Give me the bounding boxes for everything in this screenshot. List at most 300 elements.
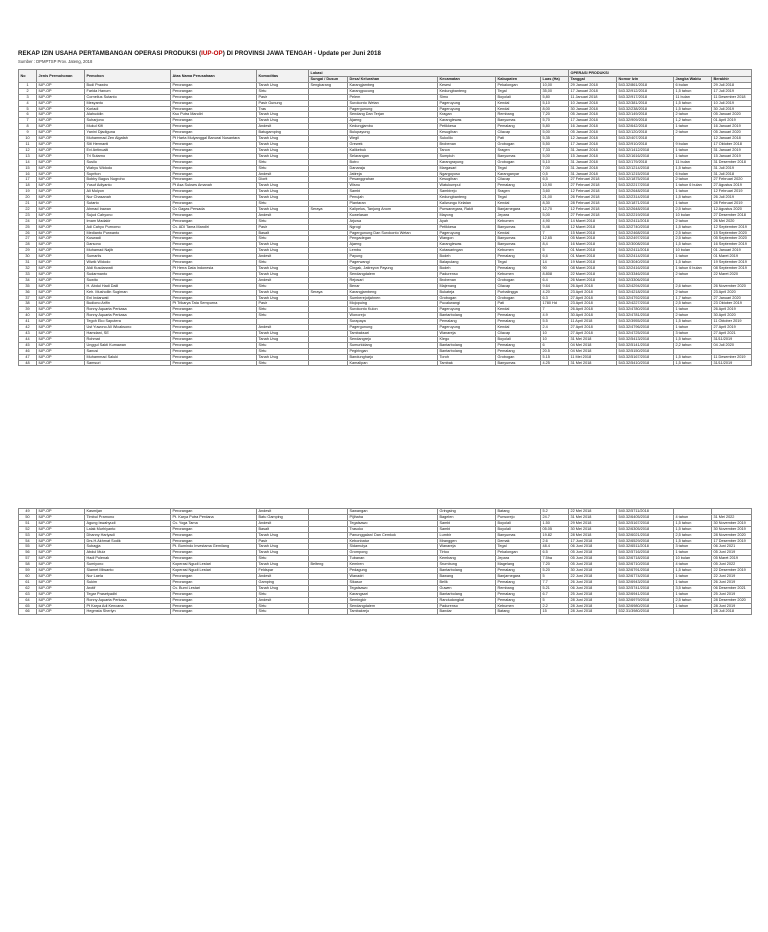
cell-no: 63 bbox=[19, 591, 37, 597]
header-komoditas: Komoditas bbox=[257, 70, 309, 83]
cell-berakhir: 26 Juni 2019 bbox=[712, 579, 752, 585]
cell-kecamatan: Pageruyung bbox=[438, 100, 496, 106]
cell-komoditas: Tanah Urug bbox=[257, 189, 309, 195]
cell-atas-nama: Perorangan bbox=[171, 330, 257, 336]
cell-no: 51 bbox=[19, 520, 37, 526]
title-suffix: ) DI PROVINSI JAWA TENGAH - Update per Juni 2018 bbox=[222, 50, 381, 57]
cell-nomor: 543.32/910/2018 bbox=[617, 141, 674, 147]
cell-pemohon: Darsono bbox=[85, 242, 171, 248]
cell-atas-nama: Perorangan bbox=[171, 319, 257, 325]
cell-nomor: 543.32/642/2018 bbox=[617, 124, 674, 130]
cell-jangka: 1 tahun bbox=[674, 153, 712, 159]
cell-komoditas: Tanah Urug bbox=[257, 118, 309, 124]
cell-atas-nama: Perorangan bbox=[171, 195, 257, 201]
cell-komoditas: Sirtu bbox=[257, 313, 309, 319]
cell-no: 47 bbox=[19, 354, 37, 360]
cell-luas: 6 bbox=[541, 342, 569, 348]
cell-nomor: 543.32/3346/2018 bbox=[617, 271, 674, 277]
cell-nomor: 543.32/2414/2018 bbox=[617, 254, 674, 260]
cell-jenis: IUP-OP bbox=[37, 88, 85, 94]
cell-berakhir: 06 Desember 2021 bbox=[712, 585, 752, 591]
cell-pemohon: Supriton bbox=[85, 171, 171, 177]
cell-tanggal: 05 Januari 2018 bbox=[569, 112, 617, 118]
cell-jangka: 2 tahun bbox=[674, 271, 712, 277]
cell-tanggal: 26 Maret 2018 bbox=[569, 277, 617, 283]
cell-jangka: 1,5 tahun bbox=[674, 224, 712, 230]
cell-no: 1 bbox=[19, 82, 37, 88]
cell-berakhir: 23 April 2020 bbox=[712, 289, 752, 295]
cell-luas: 5.5 bbox=[541, 319, 569, 325]
cell-luas: 10,90 bbox=[541, 183, 569, 189]
cell-atas-nama: Perorangan bbox=[171, 242, 257, 248]
cell-komoditas: Sirtu bbox=[257, 342, 309, 348]
cell-kecamatan: Ngargoyoso bbox=[438, 171, 496, 177]
cell-luas: 4.20 bbox=[541, 289, 569, 295]
cell-no: 22 bbox=[19, 206, 37, 212]
cell-jenis: IUP-OP bbox=[37, 573, 85, 579]
cell-kabupaten: Jepara bbox=[496, 556, 541, 562]
cell-jenis: IUP-OP bbox=[37, 177, 85, 183]
cell-berakhir: 12 Agustus 2020 bbox=[712, 206, 752, 212]
cell-kabupaten: Banyumas bbox=[496, 532, 541, 538]
cell-kabupaten: Cilacap bbox=[496, 177, 541, 183]
cell-berakhir: 31/11/2019 bbox=[712, 336, 752, 342]
cell-no: 56 bbox=[19, 550, 37, 556]
cell-jenis: IUP-OP bbox=[37, 230, 85, 236]
cell-no: 58 bbox=[19, 562, 37, 568]
cell-tanggal: 15 Januari 2018 bbox=[569, 153, 617, 159]
cell-desa: Pagergunung bbox=[348, 106, 438, 112]
cell-kabupaten: Kendal bbox=[496, 100, 541, 106]
cell-berakhir: 01 April 2019 bbox=[712, 118, 752, 124]
cell-jangka: 1 tahun bbox=[674, 189, 712, 195]
header-desa: Desa/ Kelurahan bbox=[348, 77, 438, 83]
cell-atas-nama: Perorangan bbox=[171, 118, 257, 124]
cell-jenis: IUP-OP bbox=[37, 82, 85, 88]
cell-kabupaten: Kebumen bbox=[496, 271, 541, 277]
cell-tanggal: 17 Januari 2018 bbox=[569, 118, 617, 124]
cell-luas: 7,00 bbox=[541, 165, 569, 171]
cell-desa: Plantaran bbox=[348, 201, 438, 207]
cell-komoditas: Tanah Urug bbox=[257, 330, 309, 336]
cell-nomor: 540.32/6791/2018 bbox=[617, 568, 674, 574]
cell-komoditas: Pasir bbox=[257, 224, 309, 230]
cell-jangka: 1,5 tahun bbox=[674, 568, 712, 574]
cell-tanggal: 29 Januari 2018 bbox=[569, 82, 617, 88]
cell-kecamatan: Brobenan bbox=[438, 141, 496, 147]
cell-tanggal: 04 Mei 2018 bbox=[569, 348, 617, 354]
cell-desa: Pagergunung Dan Surokonto Wetan bbox=[348, 230, 438, 236]
cell-no: 3 bbox=[19, 94, 37, 100]
cell-kecamatan: Toroh bbox=[438, 354, 496, 360]
cell-jenis: IUP-OP bbox=[37, 336, 85, 342]
cell-berakhir: 04 Juli 2020 bbox=[712, 342, 752, 348]
cell-atas-nama: Perorangan bbox=[171, 212, 257, 218]
cell-komoditas: Tanah Urug bbox=[257, 242, 309, 248]
cell-luas: 14 bbox=[541, 260, 569, 266]
cell-komoditas: Andesit bbox=[257, 573, 309, 579]
cell-tanggal: 15 Maret 2018 bbox=[569, 230, 617, 236]
cell-desa: Tambakrejo bbox=[348, 609, 438, 615]
cell-pemohon: Hamdani, SE bbox=[85, 330, 171, 336]
cell-nomor: 543.32/4796/2018 bbox=[617, 325, 674, 331]
cell-luas: 7 bbox=[541, 230, 569, 236]
cell-jenis: IUP-OP bbox=[37, 212, 85, 218]
cell-no: 18 bbox=[19, 183, 37, 189]
cell-pemohon: Unggul Sakti Kumawan bbox=[85, 342, 171, 348]
cell-tanggal: 11 Mei 2018 bbox=[569, 354, 617, 360]
cell-kabupaten: Boyolali bbox=[496, 526, 541, 532]
cell-komoditas: Gamping bbox=[257, 579, 309, 585]
cell-komoditas: Sirtu bbox=[257, 556, 309, 562]
header-no: No bbox=[19, 70, 37, 83]
cell-tanggal: 27 April 2018 bbox=[569, 325, 617, 331]
cell-pemohon: Nur Chasanah bbox=[85, 195, 171, 201]
cell-desa: Pengadegan bbox=[348, 236, 438, 242]
cell-kabupaten: Boyolali bbox=[496, 94, 541, 100]
cell-tanggal: 30 Juni 2018 bbox=[569, 568, 617, 574]
cell-komoditas: Sirtu bbox=[257, 159, 309, 165]
cell-berakhir: 05 Januari 2020 bbox=[712, 112, 752, 118]
cell-berakhir: 17 Juli 2019 bbox=[712, 88, 752, 94]
cell-atas-nama: Perorangan bbox=[171, 573, 257, 579]
cell-jangka: 3,5 tahun bbox=[674, 585, 712, 591]
cell-sungai: Belteng bbox=[309, 562, 348, 568]
cell-komoditas: Tanah Urug bbox=[257, 153, 309, 159]
cell-atas-nama: Perorangan bbox=[171, 307, 257, 313]
cell-kecamatan: Padurenso bbox=[438, 603, 496, 609]
cell-kabupaten: Grobogan bbox=[496, 354, 541, 360]
cell-nomor: 543.32/3955/2018 bbox=[617, 319, 674, 325]
cell-pemohon: Hegmsta Sherlyn bbox=[85, 609, 171, 615]
cell-jenis: IUP-OP bbox=[37, 277, 85, 283]
cell-komoditas: Andesit bbox=[257, 325, 309, 331]
cell-pemohon: Suwito bbox=[85, 277, 171, 283]
cell-pemohon: Subagja bbox=[85, 544, 171, 550]
cell-tanggal: 26 April 2018 bbox=[569, 283, 617, 289]
cell-komoditas: Diorit bbox=[257, 177, 309, 183]
cell-tanggal: 01 Maret 2018 bbox=[569, 248, 617, 254]
cell-luas: 7 bbox=[541, 307, 569, 313]
cell-pemohon: Wiwik Widodo bbox=[85, 260, 171, 266]
cell-pemohon: Ali Mulyon bbox=[85, 189, 171, 195]
cell-pemohon: Kasmijan bbox=[85, 509, 171, 515]
cell-nomor: 540.32/6021/2018 bbox=[617, 532, 674, 538]
cell-no: 57 bbox=[19, 556, 37, 562]
cell-luas: 7.7 bbox=[541, 579, 569, 585]
cell-nomor: 540.32/6943/2018 bbox=[617, 579, 674, 585]
cell-tanggal: 31 Mei 2018 bbox=[569, 360, 617, 366]
cell-kabupaten: Pekalongan bbox=[496, 82, 541, 88]
cell-berakhir: 27 Desember 2018 bbox=[712, 212, 752, 218]
cell-berakhir: 16 September 2019 bbox=[712, 242, 752, 248]
cell-nomor: 540.32/6511/2018 bbox=[617, 544, 674, 550]
cell-desa: Pelem bbox=[348, 94, 438, 100]
cell-berakhir: 28 Juni 2019 bbox=[712, 603, 752, 609]
cell-tanggal: 10 Januari 2018 bbox=[569, 100, 617, 106]
cell-atas-nama: Perorangan bbox=[171, 556, 257, 562]
cell-atas-nama: Perorangan bbox=[171, 177, 257, 183]
cell-komoditas: Andesit bbox=[257, 520, 309, 526]
cell-no: 44 bbox=[19, 336, 37, 342]
cell-jangka: 2,5 tahun bbox=[674, 236, 712, 242]
cell-nomor: 543.32/4725/2018 bbox=[617, 330, 674, 336]
cell-kecamatan: Gringsing bbox=[438, 509, 496, 515]
cell-berakhir: 30 November 2019 bbox=[712, 526, 752, 532]
cell-nomor: 543.32/120/2018 bbox=[617, 130, 674, 136]
cell-jangka bbox=[674, 609, 712, 615]
cell-tanggal: 28 Mei 2018 bbox=[569, 532, 617, 538]
cell-kabupaten: Pekalongan bbox=[496, 550, 541, 556]
cell-pemohon: Bobby Bagus Nugroho bbox=[85, 177, 171, 183]
cell-pemohon: Sanusi bbox=[85, 348, 171, 354]
cell-tanggal: 31 Mei 2018 bbox=[569, 514, 617, 520]
cell-jangka: 1,5 tahun bbox=[674, 165, 712, 171]
cell-nomor: 543.32/3040/2018 bbox=[617, 260, 674, 266]
cell-desa: Rejosari bbox=[348, 277, 438, 283]
cell-berakhir: 05 Januari 2020 bbox=[712, 130, 752, 136]
cell-kabupaten: Grobogan bbox=[496, 295, 541, 301]
cell-luas: 35,00 bbox=[541, 88, 569, 94]
cell-komoditas: Andesit bbox=[257, 212, 309, 218]
cell-atas-nama: Perorangan bbox=[171, 360, 257, 366]
cell-kabupaten: Pemalang bbox=[496, 266, 541, 272]
cell-jangka: 1,5 tahun bbox=[674, 336, 712, 342]
cell-komoditas: Sirtu bbox=[257, 88, 309, 94]
cell-kabupaten: Kebumen bbox=[496, 218, 541, 224]
cell-berakhir: 26 Juli 2019 bbox=[712, 195, 752, 201]
cell-kabupaten: Banyumas bbox=[496, 224, 541, 230]
cell-berakhir: 30 Juli 2019 bbox=[712, 106, 752, 112]
cell-berakhir: 15 September 2020 bbox=[712, 230, 752, 236]
cell-komoditas: Feldspar bbox=[257, 568, 309, 574]
cell-kabupaten: Pemalang bbox=[496, 579, 541, 585]
cell-luas: 8.808 bbox=[541, 271, 569, 277]
cell-jenis: IUP-OP bbox=[37, 526, 85, 532]
cell-luas: 20.5 bbox=[541, 348, 569, 354]
cell-pemohon: H. Abdul Hadi Dalil bbox=[85, 283, 171, 289]
cell-kabupaten: Tegal bbox=[496, 544, 541, 550]
cell-berakhir: 12 September 2019 bbox=[712, 224, 752, 230]
cell-jangka: 10 bulan bbox=[674, 556, 712, 562]
cell-no: 52 bbox=[19, 526, 37, 532]
cell-atas-nama: Pt Trikarya Tata Sempurna bbox=[171, 301, 257, 307]
cell-kabupaten: Banyumas bbox=[496, 153, 541, 159]
cell-no: 35 bbox=[19, 283, 37, 289]
cell-berakhir: 31 Januari 2019 bbox=[712, 147, 752, 153]
cell-komoditas: Sirtu bbox=[257, 283, 309, 289]
cell-komoditas: Tanah Urug bbox=[257, 532, 309, 538]
cell-tanggal: 28 Juni 2018 bbox=[569, 603, 617, 609]
cell-desa: Tubanan bbox=[348, 556, 438, 562]
cell-jenis: IUP-OP bbox=[37, 189, 85, 195]
cell-komoditas: Sirtu bbox=[257, 360, 309, 366]
cell-jenis: IUP-OP bbox=[37, 106, 85, 112]
cell-atas-nama: Perorangan bbox=[171, 603, 257, 609]
cell-jangka: 4 tahun bbox=[674, 514, 712, 520]
cell-no: 28 bbox=[19, 242, 37, 248]
cell-berakhir: 10 Juli 2019 bbox=[712, 100, 752, 106]
cell-jangka: 1 tahun bbox=[674, 550, 712, 556]
cell-kecamatan: Belik bbox=[438, 579, 496, 585]
cell-jangka: 1,5 tahun bbox=[674, 538, 712, 544]
cell-jenis: IUP-OP bbox=[37, 597, 85, 603]
cell-desa: Wanadri bbox=[348, 573, 438, 579]
cell-desa: Wegil bbox=[348, 136, 438, 142]
cell-no: 43 bbox=[19, 330, 37, 336]
cell-komoditas: Pasir Gunung bbox=[257, 100, 309, 106]
cell-jangka: 2 tahun bbox=[674, 112, 712, 118]
cell-kecamatan: Tirtoo bbox=[438, 550, 496, 556]
cell-nomor: 543.32/2648/2018 bbox=[617, 189, 674, 195]
cell-nomor: 543.32/4792/2018 bbox=[617, 295, 674, 301]
cell-jenis: IUP-OP bbox=[37, 514, 85, 520]
cell-berakhir: 17 Desember 2019 bbox=[712, 538, 752, 544]
cell-nomor: 543.32/2740/2018 bbox=[617, 224, 674, 230]
cell-no: 7 bbox=[19, 118, 37, 124]
cell-berakhir: 26 April 2019 bbox=[712, 307, 752, 313]
cell-nomor: 543.32/407/2018 bbox=[617, 136, 674, 142]
cell-no: 19 bbox=[19, 189, 37, 195]
cell-kecamatan: Wangon bbox=[438, 236, 496, 242]
cell-tanggal: 12 Januari 2018 bbox=[569, 136, 617, 142]
cell-luas: 15 bbox=[541, 609, 569, 615]
cell-luas: 5,50 bbox=[541, 141, 569, 147]
cell-kecamatan: Kesugihan bbox=[438, 177, 496, 183]
cell-luas: 21,00 bbox=[541, 195, 569, 201]
cell-no: 40 bbox=[19, 313, 37, 319]
cell-nomor: 543.32/2411/2018 bbox=[617, 218, 674, 224]
cell-jangka: 2 tahun bbox=[674, 289, 712, 295]
cell-komoditas: Batugamping bbox=[257, 130, 309, 136]
title-prefix: REKAP IZIN USAHA PERTAMBANGAN OPERASI PRODUKSI ( bbox=[18, 50, 202, 57]
cell-luas: 5 bbox=[541, 573, 569, 579]
cell-kecamatan: Padurenso bbox=[438, 271, 496, 277]
cell-luas: 6,5 bbox=[541, 177, 569, 183]
cell-jenis: IUP-OP bbox=[37, 544, 85, 550]
cell-no: 21 bbox=[19, 201, 37, 207]
cell-desa: Sumberejotjahnen bbox=[348, 295, 438, 301]
cell-atas-nama: Perorangan bbox=[171, 579, 257, 585]
cell-atas-nama: Perorangan bbox=[171, 130, 257, 136]
cell-nomor: 543.32/861/2018 bbox=[617, 82, 674, 88]
cell-no: 55 bbox=[19, 544, 37, 550]
cell-desa: Tegalsawo bbox=[348, 520, 438, 526]
cell-jangka: 1 tahun bbox=[674, 603, 712, 609]
cell-jenis: IUP-OP bbox=[37, 591, 85, 597]
cell-pemohon: Agung Iswahyudi bbox=[85, 520, 171, 526]
cell-tanggal: 23 April 2018 bbox=[569, 301, 617, 307]
cell-kecamatan: Petikkesa bbox=[438, 124, 496, 130]
cell-kecamatan: Pageruyung bbox=[438, 325, 496, 331]
cell-kabupaten: Kendal bbox=[496, 106, 541, 112]
cell-berakhir: 23 Oktober 2019 bbox=[712, 301, 752, 307]
cell-komoditas: Tanah Urug bbox=[257, 206, 309, 212]
cell-kecamatan: Wanareja bbox=[438, 330, 496, 336]
cell-desa: Kemiren bbox=[348, 562, 438, 568]
cell-kecamatan: Bantarbolang bbox=[438, 313, 496, 319]
cell-pemohon: Pt Karya Adi Kencana bbox=[85, 603, 171, 609]
cell-nomor: 543.32/917/2018 bbox=[617, 94, 674, 100]
cell-kecamatan: Tambak bbox=[438, 360, 496, 366]
cell-komoditas: Sirtu bbox=[257, 348, 309, 354]
header-berakhir: Berakhir bbox=[712, 77, 752, 83]
cell-desa: Tegalsawo bbox=[348, 585, 438, 591]
cell-komoditas: Tanah Urug bbox=[257, 550, 309, 556]
cell-no: 59 bbox=[19, 568, 37, 574]
cell-tanggal: 28 Februari 2018 bbox=[569, 201, 617, 207]
cell-nomor: 543.32/4218/2018 bbox=[617, 289, 674, 295]
cell-desa: Pagergunung bbox=[348, 325, 438, 331]
cell-tanggal: 27 April 2018 bbox=[569, 295, 617, 301]
cell-pemohon: Cornelius Sutanto bbox=[85, 94, 171, 100]
cell-tanggal: 22 Mei 2018 bbox=[569, 509, 617, 515]
cell-pemohon: Sudarmanto bbox=[85, 271, 171, 277]
cell-desa: Panunggalan/ Dan Cemkok bbox=[348, 532, 438, 538]
cell-atas-nama: Perorangan bbox=[171, 260, 257, 266]
cell-pemohon: Sujud Cahyono bbox=[85, 212, 171, 218]
cell-berakhir: 28 November 2020 bbox=[712, 532, 752, 538]
cell-atas-nama: Perorangan bbox=[171, 342, 257, 348]
permit-table-page-1 bbox=[18, 69, 752, 366]
cell-desa: Mojopuing bbox=[348, 301, 438, 307]
cell-kabupaten: Grobogan bbox=[496, 277, 541, 283]
cell-berakhir: 08 September 2019 bbox=[712, 266, 752, 272]
cell-jenis: IUP-OP bbox=[37, 550, 85, 556]
table-body-page-2 bbox=[19, 509, 752, 615]
cell-jenis: IUP-OP bbox=[37, 266, 85, 272]
cell-berakhir: 31 Desember 2018 bbox=[712, 159, 752, 165]
cell-sungai: Sengkarang bbox=[309, 82, 348, 88]
cell-kecamatan: Klego bbox=[438, 336, 496, 342]
cell-tanggal: 05 Juni 2018 bbox=[569, 550, 617, 556]
cell-berakhir: 26 Mei 2020 bbox=[712, 218, 752, 224]
cell-desa: Pagerwangi bbox=[348, 260, 438, 266]
cell-nomor: 543.32/2219/2018 bbox=[617, 212, 674, 218]
cell-nomor: 543.32/2468/2018 bbox=[617, 230, 674, 236]
cell-desa: Bandungharjo bbox=[348, 354, 438, 360]
table-row bbox=[19, 360, 752, 366]
cell-kabupaten: Boyolali bbox=[496, 520, 541, 526]
cell-jenis: IUP-OP bbox=[37, 118, 85, 124]
cell-berakhir: 31/11/2019 bbox=[712, 360, 752, 366]
cell-kabupaten: Karanganyar bbox=[496, 171, 541, 177]
cell-berakhir: 12 Februari 2019 bbox=[712, 189, 752, 195]
cell-pemohon: Tegar Prasetyadhi bbox=[85, 591, 171, 597]
cell-desa: Karangjambeg bbox=[348, 82, 438, 88]
cell-atas-nama: Perorangan bbox=[171, 271, 257, 277]
cell-jangka: 1 tahun bbox=[674, 573, 712, 579]
cell-komoditas: Sirtu bbox=[257, 201, 309, 207]
cell-tanggal: 31 Januari 2018 bbox=[569, 165, 617, 171]
cell-luas: 8,00 bbox=[541, 106, 569, 112]
cell-jangka: 2,2 tahun bbox=[674, 342, 712, 348]
cell-luas: 7.5ha bbox=[541, 556, 569, 562]
cell-tanggal: 28 Juni 2018 bbox=[569, 597, 617, 603]
cell-desa: Sendangdalem bbox=[348, 603, 438, 609]
cell-atas-nama: Perorangan bbox=[171, 348, 257, 354]
header-kecamatan: Kecamatan bbox=[438, 77, 496, 83]
cell-kecamatan: Bantarbolang bbox=[438, 568, 496, 574]
cell-kabupaten: Tegal bbox=[496, 195, 541, 201]
cell-nomor: 543.32/3008/2018 bbox=[617, 242, 674, 248]
cell-jenis: IUP-OP bbox=[37, 159, 85, 165]
header-atas-nama: Atas Nama Perusahaan bbox=[171, 70, 257, 83]
cell-atas-nama: Perorangan bbox=[171, 313, 257, 319]
cell-kabupaten: Kendal bbox=[496, 307, 541, 313]
cell-no: 50 bbox=[19, 514, 37, 520]
cell-komoditas: Tanah Urug bbox=[257, 136, 309, 142]
